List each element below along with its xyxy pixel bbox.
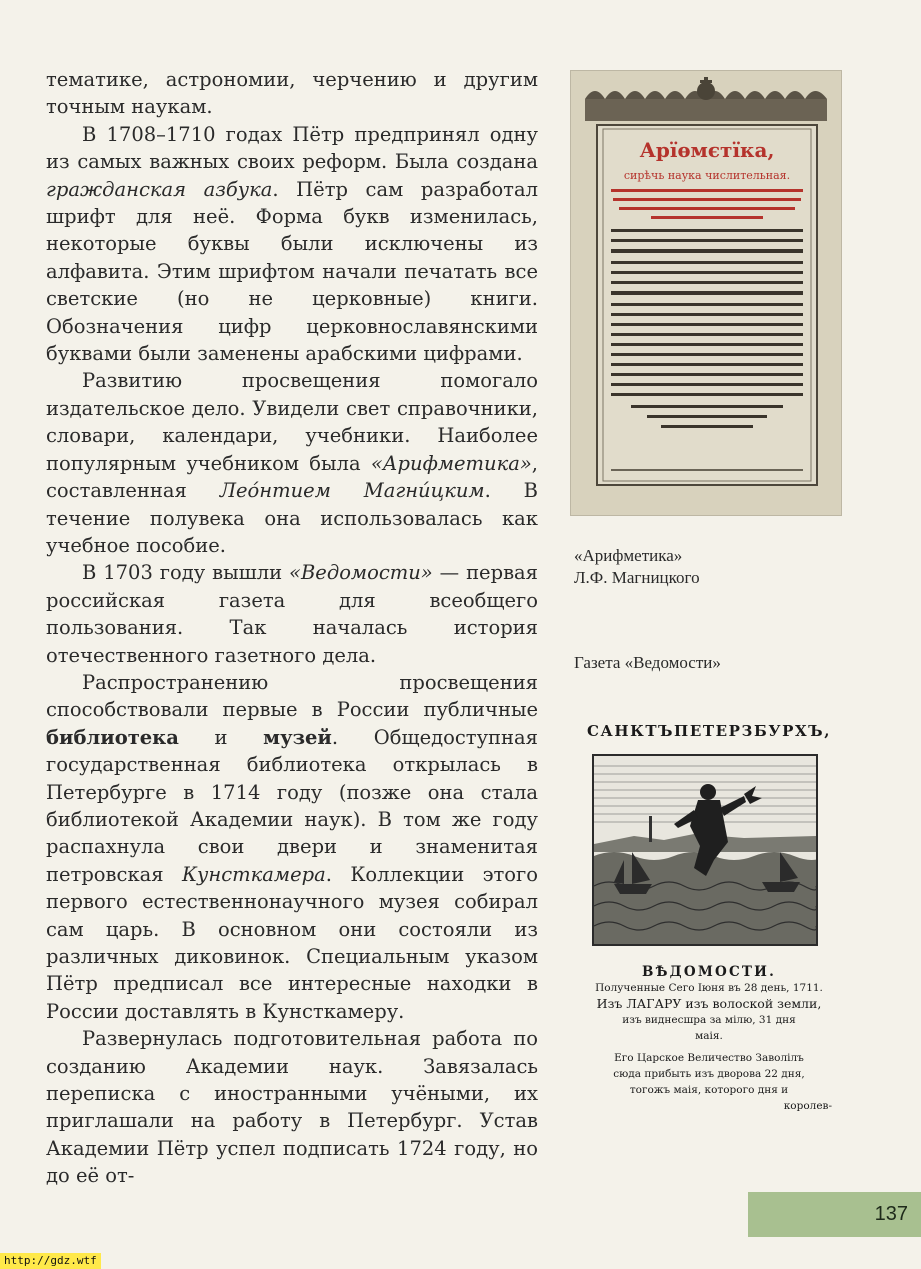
vedomosti-city-title: САНКТЪПЕТЕРЗБУРХЪ, xyxy=(586,722,832,740)
term-civil-alphabet: гражданская азбука xyxy=(46,177,273,201)
caption-vedomosti: Газета «Ведомости» xyxy=(574,653,721,672)
term-magnitsky: Лео́нтием Магни́цким xyxy=(219,479,485,503)
paragraph-1: тематике, астрономии, черчению и другим точным наукам. xyxy=(46,68,538,119)
vedomosti-line-8: королев- xyxy=(783,1100,832,1112)
page-number-tab xyxy=(748,1192,921,1237)
term-library: библиотека xyxy=(46,725,179,749)
vedomosti-line-7: тогожъ маія, которого дня и xyxy=(629,1084,789,1096)
term-vedomosti: «Ведомости» xyxy=(289,561,433,585)
arithmetic-illustration xyxy=(571,71,841,515)
term-arithmetic: «Арифметика» xyxy=(370,451,532,475)
engraving-illustration xyxy=(594,756,816,944)
vedomosti-line-5: Его Царское Величество Заволілъ xyxy=(614,1052,804,1064)
main-text-column xyxy=(46,66,538,1190)
spire xyxy=(649,816,652,842)
watermark-url[interactable]: http://gdz.wtf xyxy=(0,1253,101,1269)
vedomosti-line-1: Полученные Сего Іюня въ 28 день, 1711. xyxy=(595,982,823,994)
page-number: 137 xyxy=(874,1203,908,1225)
paragraph-3: Развитию просвещения помогало издательское дело. Увидели свет справочники, словари, календари, учебники. Наиболее популярным учебником была «Арифметика», составленная Лео́нтием Магни́цким. В течение полувека она использовалась как учебное пособие. xyxy=(46,369,539,557)
vedomosti-line-4: маія. xyxy=(695,1030,723,1042)
paragraph-4: В 1703 году вышли «Ведомости» — первая российская газета для всеобщего пользования. Так началась история отечественного газетного дела. xyxy=(46,561,538,667)
vedomosti-line-3: изъ виднесшра за мілю, 31 дня xyxy=(622,1014,796,1026)
vedomosti-line-6: сюда прибыть изъ дворова 22 дня, xyxy=(613,1068,805,1080)
arithmetic-subtitle: сирѣчь наука числительная. xyxy=(623,169,791,182)
paragraph-6: Развернулась подготовительная работа по созданию Академии наук. Завязалась переписка с иностранными учёными, их приглашали на работу в Петербург. Устав Академии Пётр успел подписать 1724 году, но до её от- xyxy=(46,1027,538,1188)
vedomosti-newspaper-image xyxy=(578,718,840,1158)
paragraph-2: В 1708–1710 годах Пётр предпринял одну из самых важных своих реформ. Была создана гражданская азбука. Пётр сам разработал шрифт для неё. Форма букв изменилась, некоторые буквы были исключены из алфавита. Этим шрифтом начали печатать все светские (но не церковные) книги. Обозначения цифр церковнославянскими буквами были заменены арабскими цифрами. xyxy=(46,122,538,366)
caption-arithmetic: «Арифметика» Л.Ф. Магницкого xyxy=(574,546,700,587)
vedomosti-heading: ВѢДОМОСТИ. xyxy=(641,964,776,980)
arithmetic-title: Арїѳмєтїка, xyxy=(639,138,775,162)
vedomosti-text xyxy=(578,964,840,1114)
vedomosti-engraving xyxy=(592,754,818,946)
term-museum: музей xyxy=(263,725,332,749)
arithmetic-title-page-image xyxy=(570,70,842,516)
vedomosti-line-2: Изъ ЛАГАРУ изъ волоской земли, xyxy=(596,996,822,1011)
paragraph-5: Распространению просвещения способствовали первые в России публичные библиотека и музей. Общедоступная государственная библиотека открылась в Петербурге в 1714 году (позже она стала библиотекой Академии наук). В том же году распахнула свои двери и знаменитая петровская Кунсткамера. Коллекции этого первого естественнонаучного музея собирал сам царь. В основном они состояли из различных диковинок. Специальным указом Пётр предписал все интересные находки в России доставлять в Кунсткамеру. xyxy=(46,670,538,1023)
term-kunstkamera: Кунсткамера xyxy=(181,862,326,886)
